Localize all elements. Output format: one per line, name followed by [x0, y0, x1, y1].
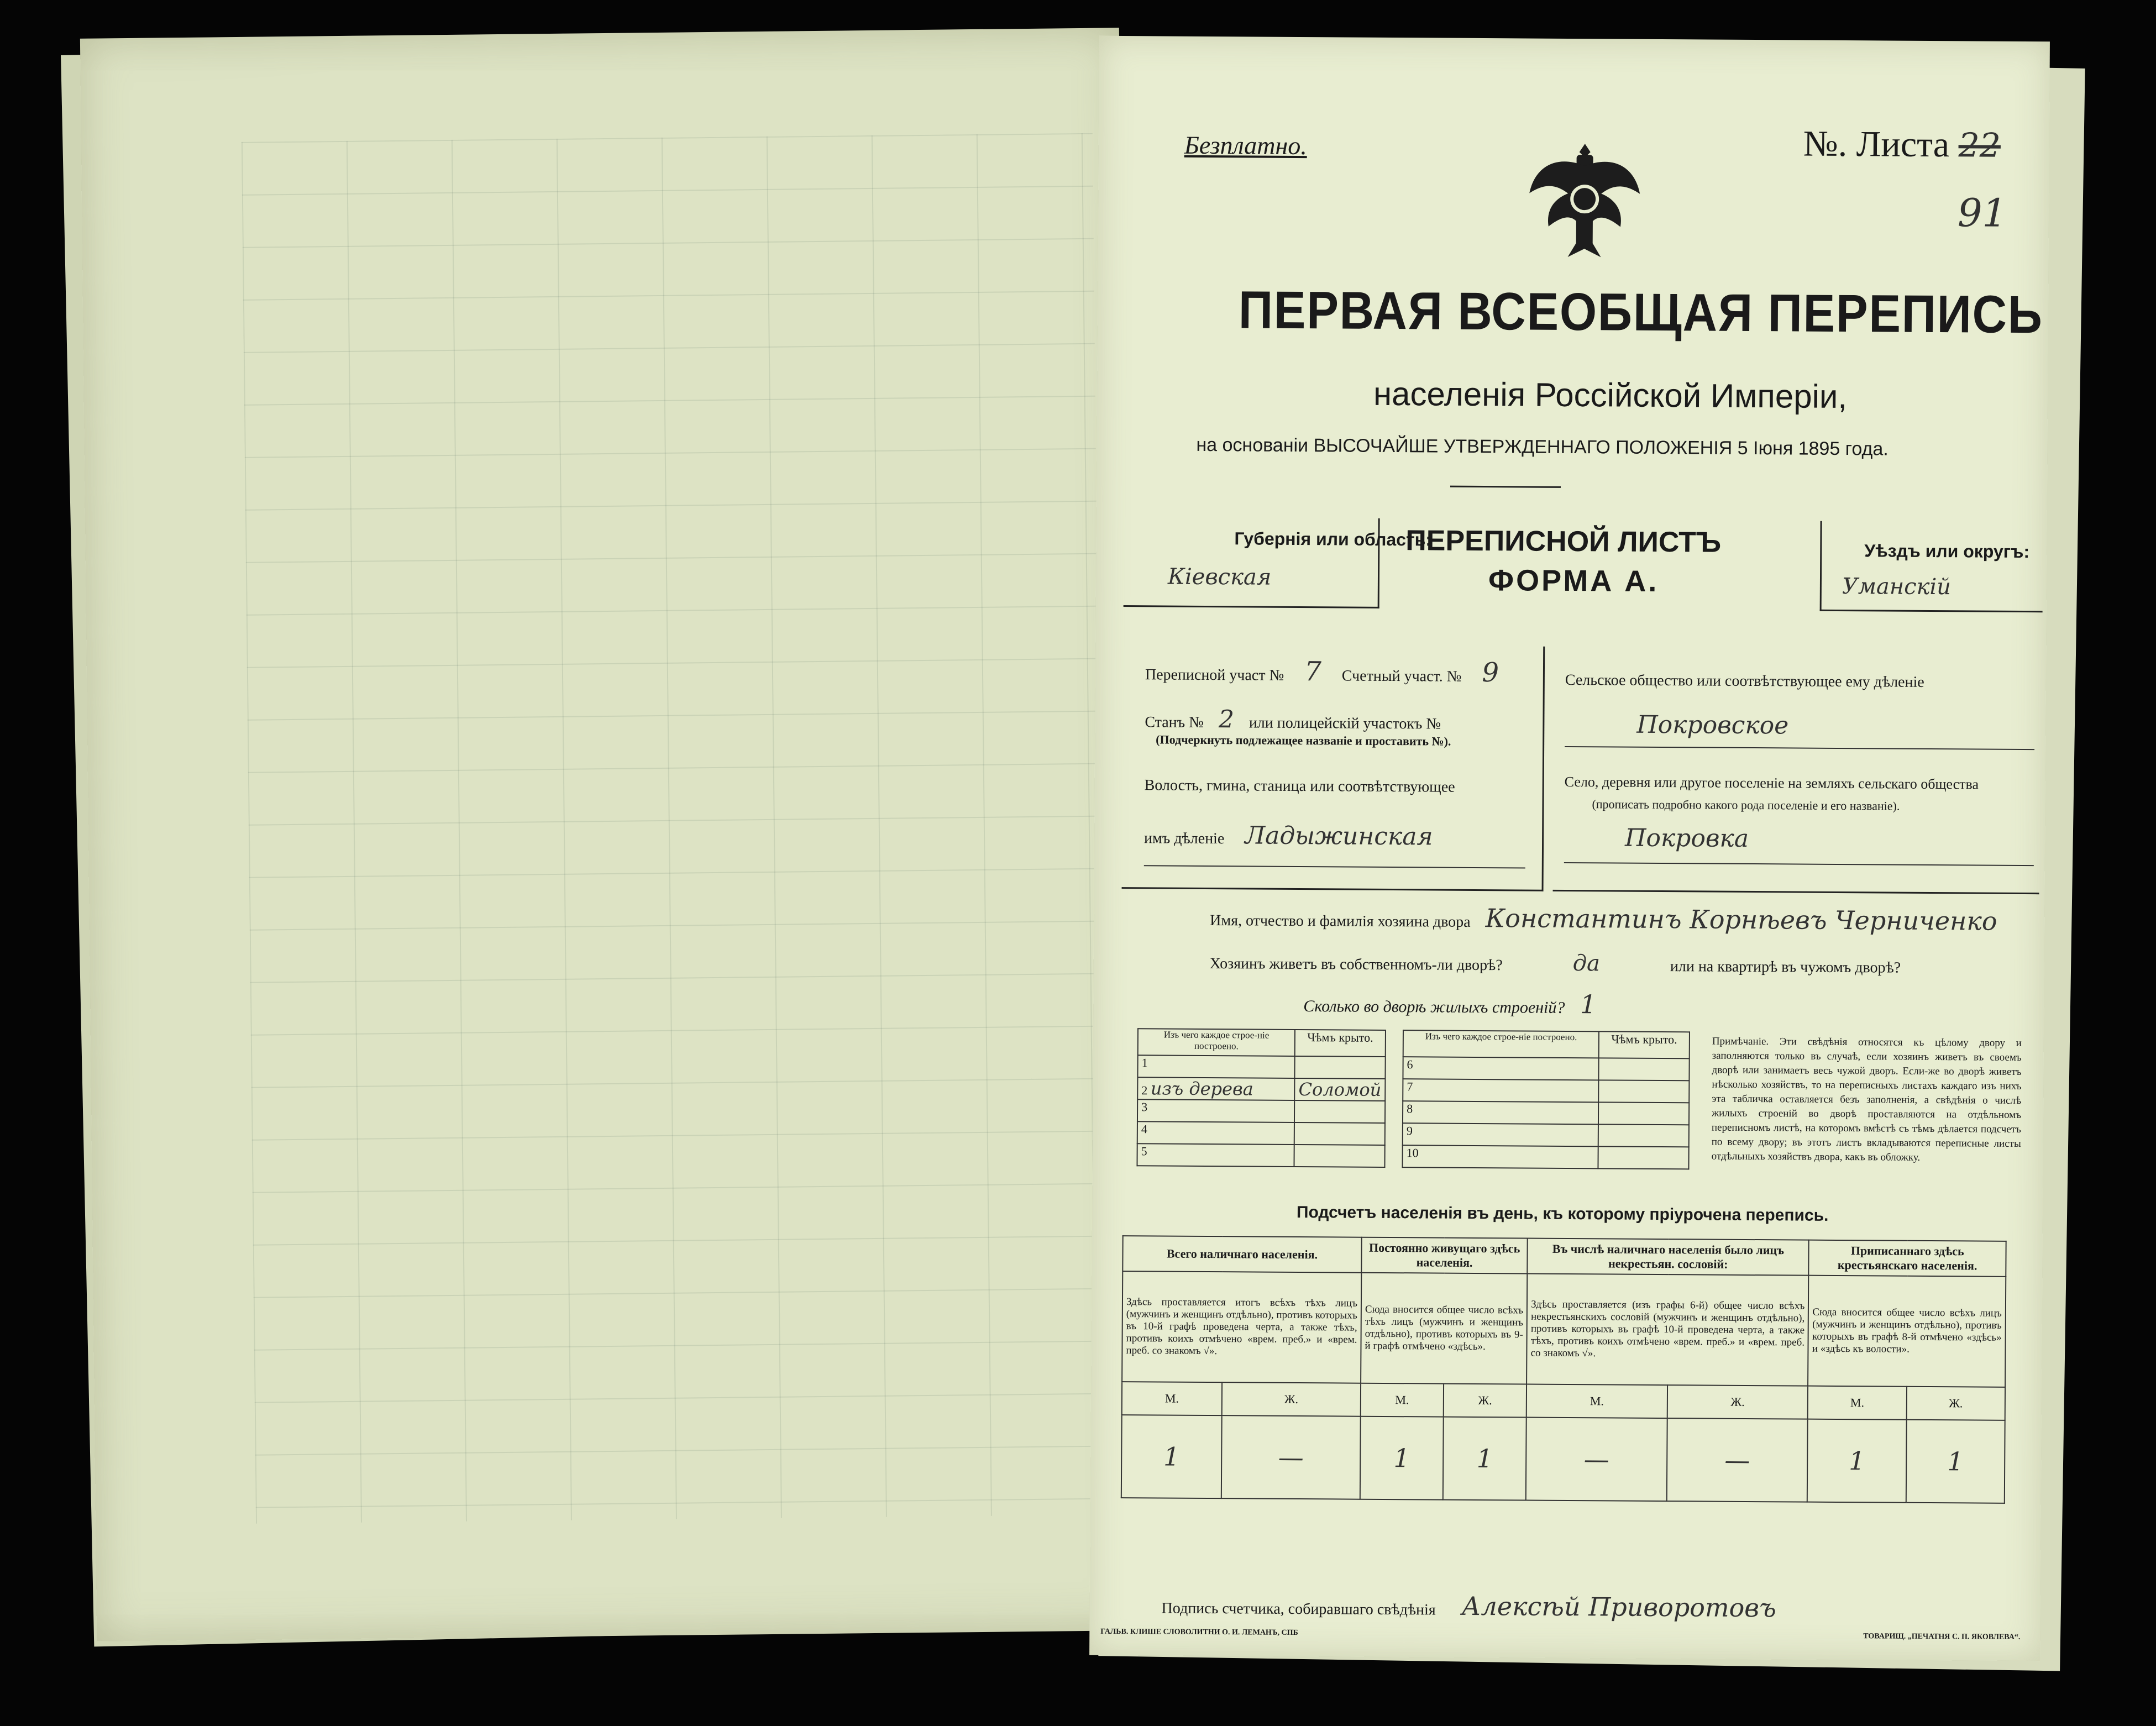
counting-plot-value: 9: [1482, 657, 1499, 689]
table-row: [1403, 1101, 1689, 1125]
count-title-row: [1122, 1236, 2006, 1277]
census-plot-field: [1145, 655, 1499, 688]
count-group-title: Всего наличнаго населенія.: [1122, 1236, 1361, 1273]
female-label: Ж.: [1906, 1387, 2005, 1420]
own-yard-field: [1210, 948, 1901, 978]
buildings-header-row: [1138, 1029, 1386, 1057]
female-label: Ж.: [1222, 1382, 1361, 1417]
count-group-title: Приписаннаго здѣсь крестьянскаго населенія.: [1809, 1240, 2006, 1277]
row-number: 6: [1403, 1057, 1599, 1080]
table-row: [1403, 1057, 1689, 1080]
row-number: 9: [1403, 1123, 1599, 1146]
count-group-title: Въ числѣ наличнаго населенія было лицъ некрестьян. сословій:: [1528, 1239, 1809, 1276]
count-group-desc: Сюда вносится общее число всѣхъ тѣхъ лицъ (мужчинъ и женщинъ отдѣльно), противъ которыхъ въ 9-й графѣ отмѣчено «здѣсь».: [1361, 1273, 1527, 1384]
material-value: изъ дерева: [1150, 1078, 1253, 1100]
census-plot-value: 7: [1304, 656, 1322, 688]
volost-field: [1144, 821, 1433, 851]
underline-note: (Подчеркнуть подлежащее названіе и проставить №).: [1156, 732, 1451, 748]
table-row: [1137, 1077, 1385, 1101]
buildings-field: [1303, 988, 1596, 1019]
sheet-number-old: 22: [1958, 126, 2001, 165]
volost-value: Ладыжинская: [1245, 821, 1433, 851]
census-form-page: [1089, 36, 2050, 1661]
police-label: или полицейскій участокъ №: [1249, 714, 1441, 733]
count-group-desc: Здѣсь проставляется (изъ графы 6-й) общее число всѣхъ некрестьянскихъ сословій (мужчинъ и женщинъ отдѣльно), противъ которыхъ въ графѣ 10-й проведена черта, а также тѣхъ, противъ коихъ отмѣчено «врем. преб.» и «врем. преб. со знакомъ √».: [1526, 1274, 1808, 1386]
society-label: Сельское общество или соотвѣтствующее ему дѣленіе: [1565, 671, 1924, 691]
district-value: Уманскій: [1842, 574, 1952, 600]
census-plot-label: Переписной участ №: [1145, 666, 1284, 684]
count-desc-row: [1122, 1271, 2006, 1387]
form-type: ФОРМА А.: [1488, 564, 1659, 598]
sheet-number-label: [1803, 123, 2001, 166]
census-basis: на основаніи ВЫСОЧАЙШЕ УТВЕРЖДЕННАГО ПОЛОЖЕНІЯ 5 Іюня 1895 года.: [1196, 434, 1889, 460]
buildings-table-left: [1136, 1028, 1386, 1168]
footnote: Примѣчаніе. Эти свѣдѣнія относятся къ цѣлому двору и заполняются только въ случаѣ, если хозяинъ живетъ въ своемъ дворѣ или занимаетъ весь чужой дворъ. Если-же во дворѣ живетъ нѣсколько хозяйствъ, то на переписныхъ листахъ каждаго изъ нихъ эта табличка оставляется безъ заполненія, а свѣдѣнія о числѣ жилыхъ строеній во дворѣ проставляются на отдѣльномъ переписномъ листѣ, на которомъ вмѣстѣ съ тѣмъ дѣлается подсчетъ по всему двору; въ этотъ листъ вкладываются переписные листы отдѣльныхъ хозяйствъ двора, какъ въ обложку.: [1711, 1035, 2022, 1163]
left-fields: [1122, 644, 1545, 891]
rent-label: или на квартирѣ въ чужомъ дворѣ?: [1670, 958, 1901, 977]
own-yard-label: Хозяинъ живетъ въ собственномъ-ли дворѣ?: [1209, 955, 1503, 974]
buildings-value: 1: [1580, 989, 1597, 1020]
row-number: 10: [1402, 1145, 1598, 1168]
right-fields: [1553, 647, 2041, 894]
male-label: М.: [1808, 1386, 1907, 1420]
volost-label-2: имъ дѣленіе: [1144, 830, 1225, 848]
female-label: Ж.: [1667, 1385, 1808, 1419]
male-count: —: [1526, 1418, 1667, 1502]
signature-field: [1122, 1589, 1776, 1623]
male-count: 1: [1360, 1417, 1444, 1500]
district-label: Уѣздъ или округъ:: [1864, 541, 2030, 562]
owner-label: Имя, отчество и фамилія хозяина двора: [1210, 912, 1471, 931]
village-label: Село, деревня или другое поселеніе на земляхъ сельскаго общества: [1564, 773, 1979, 793]
roof-value: Соломой: [1298, 1079, 1382, 1100]
camp-label: Станъ №: [1145, 714, 1204, 731]
free-label: Безплатно.: [1184, 130, 1307, 160]
male-count: 1: [1121, 1415, 1222, 1498]
left-page: [80, 28, 1136, 1641]
buildings-table-right: [1402, 1030, 1690, 1169]
camp-value: 2: [1218, 705, 1235, 734]
table-row: [1137, 1099, 1385, 1123]
volost-underline: [1144, 865, 1525, 868]
table-row: [1137, 1055, 1385, 1079]
province-value: Кіевская: [1167, 564, 1272, 590]
buildings-header-row: [1403, 1030, 1690, 1058]
signature-value: Алексѣй Приворотовъ: [1461, 1591, 1776, 1623]
row-number: 2: [1141, 1083, 1148, 1098]
sheet-number-new: 91: [1957, 190, 2007, 236]
count-sex-row: [1122, 1382, 2005, 1420]
count-group-desc: Здѣсь проставляется итогъ всѣхъ тѣхъ лицъ (мужчинъ и женщинъ отдѣльно), противъ которыхъ въ 10-й графѣ проведена черта, а также тѣхъ, противъ коихъ отмѣчено «врем. преб.» и «врем. преб. со знакомъ √».: [1122, 1271, 1361, 1383]
female-count: —: [1221, 1415, 1361, 1499]
province-label: Губернія или область:: [1234, 528, 1432, 550]
row-number: 8: [1403, 1101, 1599, 1124]
row-number: 3: [1141, 1100, 1148, 1114]
owner-value: Константинъ Корнѣевъ Черниченко: [1485, 903, 1997, 936]
sheet-number-prefix: №. Листа: [1803, 123, 1950, 165]
census-subtitle: населенія Россійской Имперіи,: [1373, 375, 1848, 416]
female-count: —: [1667, 1418, 1808, 1502]
society-underline: [1565, 746, 2034, 750]
material-header: Изъ чего каждое строе-ніе построено.: [1138, 1029, 1295, 1056]
male-label: М.: [1122, 1382, 1222, 1415]
row-number: 7: [1403, 1079, 1599, 1102]
form-title: ПЕРЕПИСНОЙ ЛИСТЪ: [1405, 524, 1722, 559]
village-underline: [1564, 862, 2034, 866]
female-count: 1: [1906, 1420, 2005, 1503]
print-footer-left: ГАЛЬВ. КЛИШЕ СЛОВОЛИТНИ О. И. ЛЕМАНЪ, СПБ: [1100, 1627, 1298, 1638]
count-value-row: [1121, 1415, 2005, 1503]
count-group-desc: Сюда вносится общее число всѣхъ лицъ (мужчинъ и женщинъ отдѣльно), противъ которыхъ въ графѣ 8-й отмѣчено «здѣсь» и «здѣсь къ волости».: [1808, 1276, 2006, 1387]
faint-bleed-through-grid: [242, 133, 1107, 1524]
row-number: 1: [1141, 1056, 1148, 1070]
population-count-table: [1121, 1235, 2007, 1504]
census-title: ПЕРВАЯ ВСЕОБЩАЯ ПЕРЕПИСЬ: [1238, 280, 2044, 345]
volost-label: Волость, гмина, станица или соотвѣтствующее: [1144, 777, 1455, 796]
camp-field: [1145, 705, 1441, 735]
print-footer-right: ТОВАРИЩ. „ПЕЧАТНЯ С. П. ЯКОВЛЕВА“.: [1863, 1632, 2021, 1642]
buildings-label: Сколько во дворѣ жилыхъ строеній?: [1303, 997, 1565, 1017]
female-label: Ж.: [1444, 1384, 1527, 1418]
village-note: (прописать подробно какого рода поселеніе и его названіе).: [1592, 797, 1900, 813]
male-label: М.: [1361, 1383, 1444, 1417]
female-count: 1: [1443, 1417, 1526, 1501]
form-header-band: [1123, 517, 2041, 633]
table-row: [1403, 1123, 1689, 1147]
row-number: 4: [1141, 1122, 1147, 1136]
male-label: М.: [1526, 1384, 1667, 1419]
village-value: Покровка: [1624, 823, 1749, 853]
material-header-2: Изъ чего каждое строе-ніе построено.: [1403, 1030, 1599, 1058]
imperial-eagle-emblem: [1523, 132, 1645, 265]
count-heading: Подсчетъ населенія въ день, къ которому пріурочена перепись.: [1296, 1203, 1829, 1225]
counting-plot-label: Счетный участ. №: [1341, 667, 1462, 685]
society-value: Покровское: [1636, 710, 1789, 740]
owner-field: [1210, 901, 1997, 936]
row-number: 5: [1141, 1144, 1147, 1158]
own-yard-value: да: [1572, 951, 1601, 977]
roof-header-2: Чѣмъ крыто.: [1599, 1031, 1690, 1058]
male-count: 1: [1807, 1419, 1906, 1503]
count-group-title: Постоянно живущаго здѣсь населенія.: [1361, 1237, 1528, 1274]
table-row: [1137, 1143, 1384, 1167]
roof-header: Чѣмъ крыто.: [1295, 1030, 1386, 1057]
ornament-divider: [1450, 486, 1561, 488]
table-row: [1137, 1121, 1385, 1145]
signature-label: Подпись счетчика, собиравшаго свѣдѣнія: [1161, 1599, 1436, 1619]
table-row: [1402, 1145, 1688, 1169]
table-row: [1403, 1079, 1689, 1103]
